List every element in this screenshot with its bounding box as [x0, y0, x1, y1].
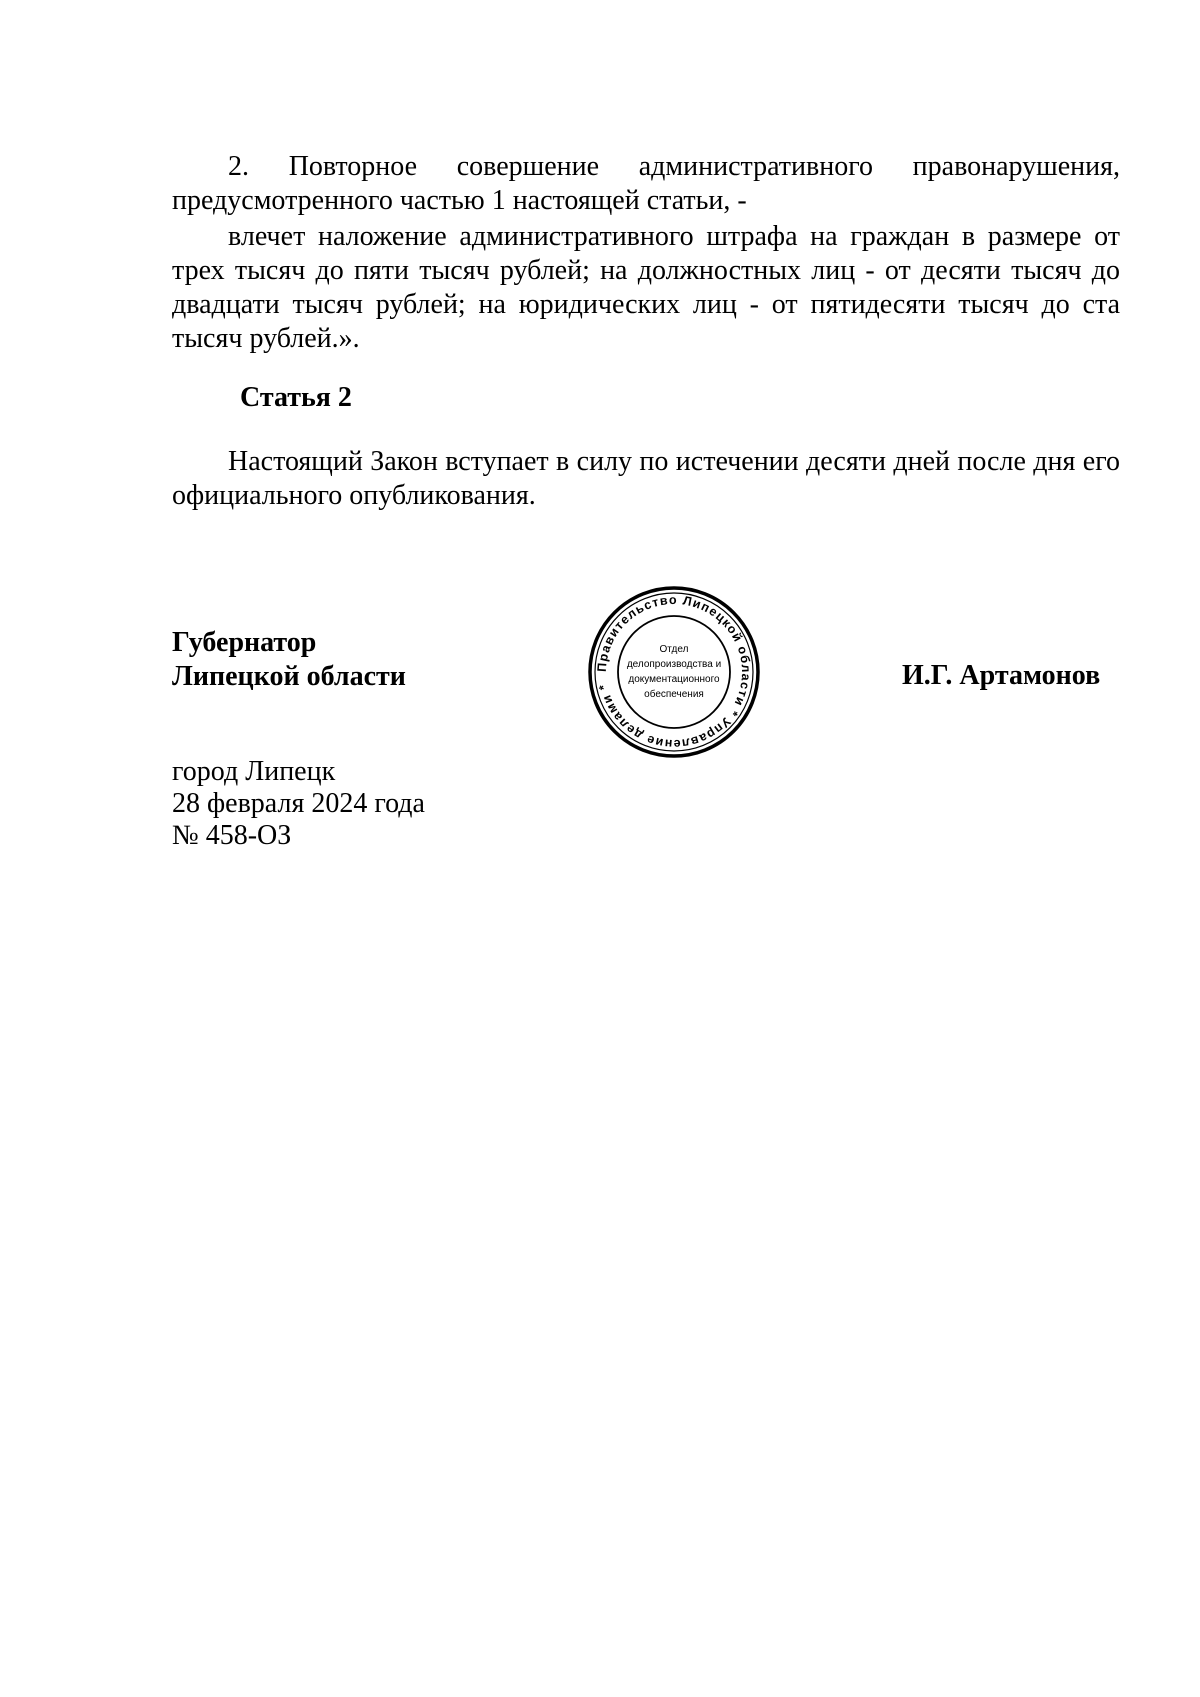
footer-city: город Липецк: [172, 756, 336, 787]
seal-center-line-1: Отдел: [659, 644, 689, 655]
seal-outer-ring: [590, 588, 758, 756]
seal-center-line-2: делопроизводства и: [626, 659, 722, 670]
footer-number: № 458-ОЗ: [172, 820, 292, 851]
footer-date: 28 февраля 2024 года: [172, 788, 425, 819]
paragraph-repeat-offense: 2. Повторное совершение административного правонарушения, предусмотренного частью 1 настоящей статьи, -: [172, 151, 1120, 216]
signatory-name: И.Г. Артамонов: [902, 660, 1101, 691]
signatory-title-line-2: Липецкой области: [172, 661, 406, 692]
signatory-title-line-1: Губернатор: [172, 627, 317, 658]
official-seal: [586, 584, 762, 760]
seal-outer-text: Правительство Липецкой области * Управление делами *: [594, 592, 754, 752]
seal-center-line-4: обеспечения: [644, 689, 704, 700]
document-footer: [172, 756, 425, 852]
seal-center-line-3: документационного: [628, 674, 720, 685]
signatory-title: [172, 626, 406, 694]
article-heading: Статья 2: [240, 382, 352, 413]
paragraph-penalty: влечет наложение административного штрафа на граждан в размере от трех тысяч до пяти тысяч рублей; на должностных лиц - от десяти тысяч до двадцати тысяч рублей; на юридических лиц - от пятидесяти тысяч до ста тысяч рублей.».: [172, 221, 1120, 354]
paragraph-entry-into-force: Настоящий Закон вступает в силу по истечении десяти дней после дня его официального опубликования.: [172, 446, 1120, 511]
seal-inner-ring: [618, 616, 730, 728]
